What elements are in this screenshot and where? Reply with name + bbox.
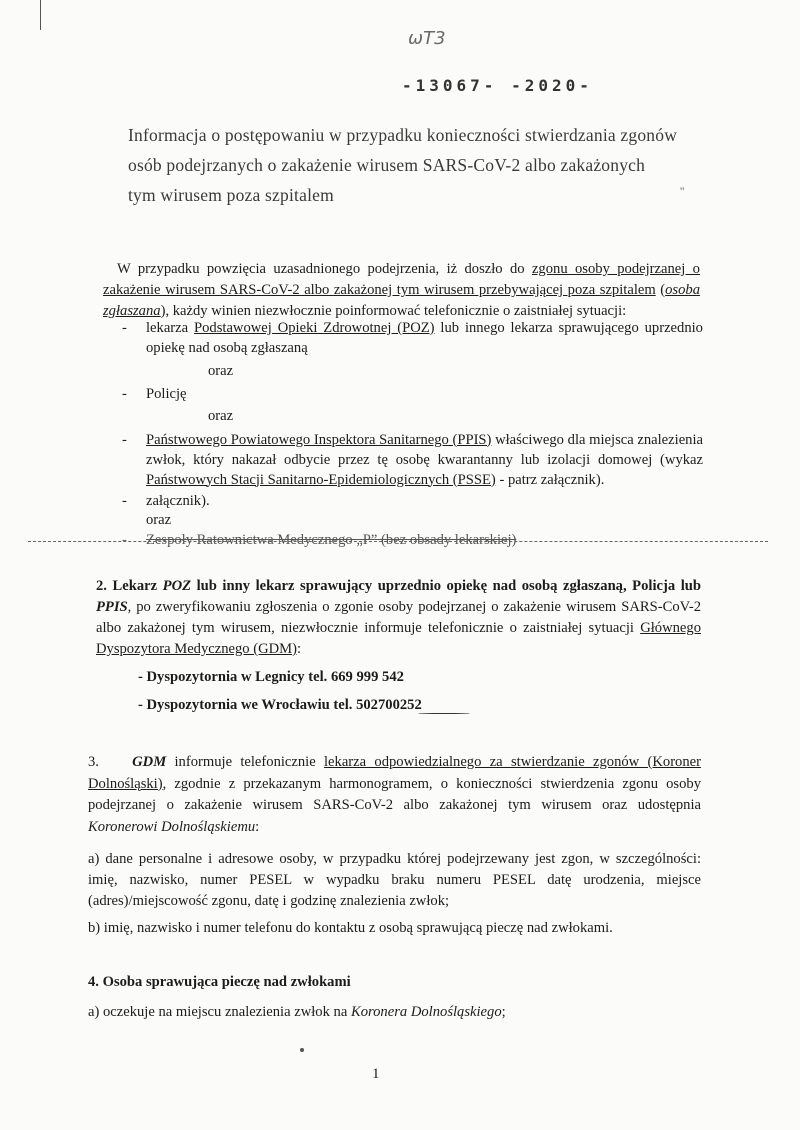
scan-edge-mark (40, 0, 41, 30)
section4-heading: 4. Osoba sprawująca pieczę nad zwłokami (88, 974, 351, 990)
section1-intro: W przypadku powzięcia uzasadnionego podejrzenia, iż doszło do zgonu osoby podejrzanej o zakażenie wirusem SARS-CoV-2 albo zakażonej tym wirusem przebywającej poza szpitalem (osoba zgłaszana), każdy winien niezwłocznie poinformować telefonicznie o zaistniałej sytuacji: (103, 261, 700, 319)
document-title (128, 120, 728, 210)
dispatch-wroclaw: - Dyspozytornia we Wrocławiu tel. 502700252 (138, 697, 422, 713)
list-item: - załącznik). (122, 492, 210, 509)
dispatch-legnica: - Dyspozytornia w Legnicy tel. 669 999 542 (138, 669, 404, 685)
conjunction-oraz: oraz (146, 512, 172, 528)
section3-point-a: a) dane personalne i adresowe osoby, w przypadku której podejrzewany jest zgon, w szczególności: imię, nazwisko, numer PESEL w wypadku braku numeru PESEL datę urodzenia, miejsce (adres)/miejscowość zgonu, datę i godzinę znalezienia zwłok; (88, 851, 701, 909)
page-number: 1 (372, 1066, 380, 1082)
title-line-3: tym wirusem poza szpitalem (128, 185, 334, 205)
section2-body: 2. Lekarz POZ lub inny lekarz sprawujący uprzednio opiekę nad osobą zgłaszaną, Policja lub PPIS, po zweryfikowaniu zgłoszenia o zgonie osoby podejrzanej o zakażenie wirusem SARS-CoV-2 albo zakażonej tym wirusem, niezwłocznie informuje telefonicznie o zaistniałej sytuacji Głównego Dyspozytora Medycznego (GDM): (96, 578, 701, 657)
strike-dashed-line (28, 541, 768, 542)
title-line-1: Informacja o postępowaniu w przypadku konieczności stwierdzania zgonów (128, 125, 678, 145)
conjunction-oraz: oraz (208, 363, 234, 379)
list-item-struck: - Zespoły Ratownictwa Medycznego „P” (bez obsady lekarskiej) (122, 531, 517, 548)
stamp-number: -13067- -2020- (402, 76, 593, 95)
handwritten-underline (418, 713, 470, 714)
scan-dot (300, 1048, 304, 1052)
conjunction-oraz: oraz (208, 408, 234, 424)
list-item: - lekarza Podstawowej Opieki Zdrowotnej (POZ) lub innego lekarza sprawującego uprzednio opiekę nad osobą zgłaszaną (122, 320, 703, 356)
section3-body: 3. GDM informuje telefonicznie lekarza odpowiedzialnego za stwierdzanie zgonów (Koroner Dolnośląski), zgodnie z przekazanym harmonogramem, o konieczności stwierdzenia zgonu osoby podejrzanej o zakażenie wirusem SARS-CoV-2 albo zakażonej tym wirusem oraz udostępnia Koronerowi Dolnośląskiemu: (88, 754, 701, 835)
corner-tick-mark: '' (680, 184, 685, 198)
section3-point-b: b) imię, nazwisko i numer telefonu do kontaktu z osobą sprawującą pieczę nad zwłokami. (88, 920, 613, 936)
list-item: - Policję (122, 385, 187, 402)
list-item: - Państwowego Powiatowego Inspektora Sanitarnego (PPIS) właściwego dla miejsca znalezienia zwłok, który nakazał odbycie przez tę osobę kwarantanny lub izolacji domowej (wykaz Państwowych Stacji Sanitarno-Epidemiologicznych (PSSE) - patrz załącznik). (122, 431, 704, 488)
handwritten-mark: ωТ3 (408, 28, 446, 49)
title-line-2: osób podejrzanych o zakażenie wirusem SARS-CoV-2 albo zakażonych (128, 155, 646, 175)
section4-point-a: a) oczekuje na miejscu znalezienia zwłok na Koronera Dolnośląskiego; (88, 1004, 506, 1020)
notification-list (118, 318, 703, 550)
